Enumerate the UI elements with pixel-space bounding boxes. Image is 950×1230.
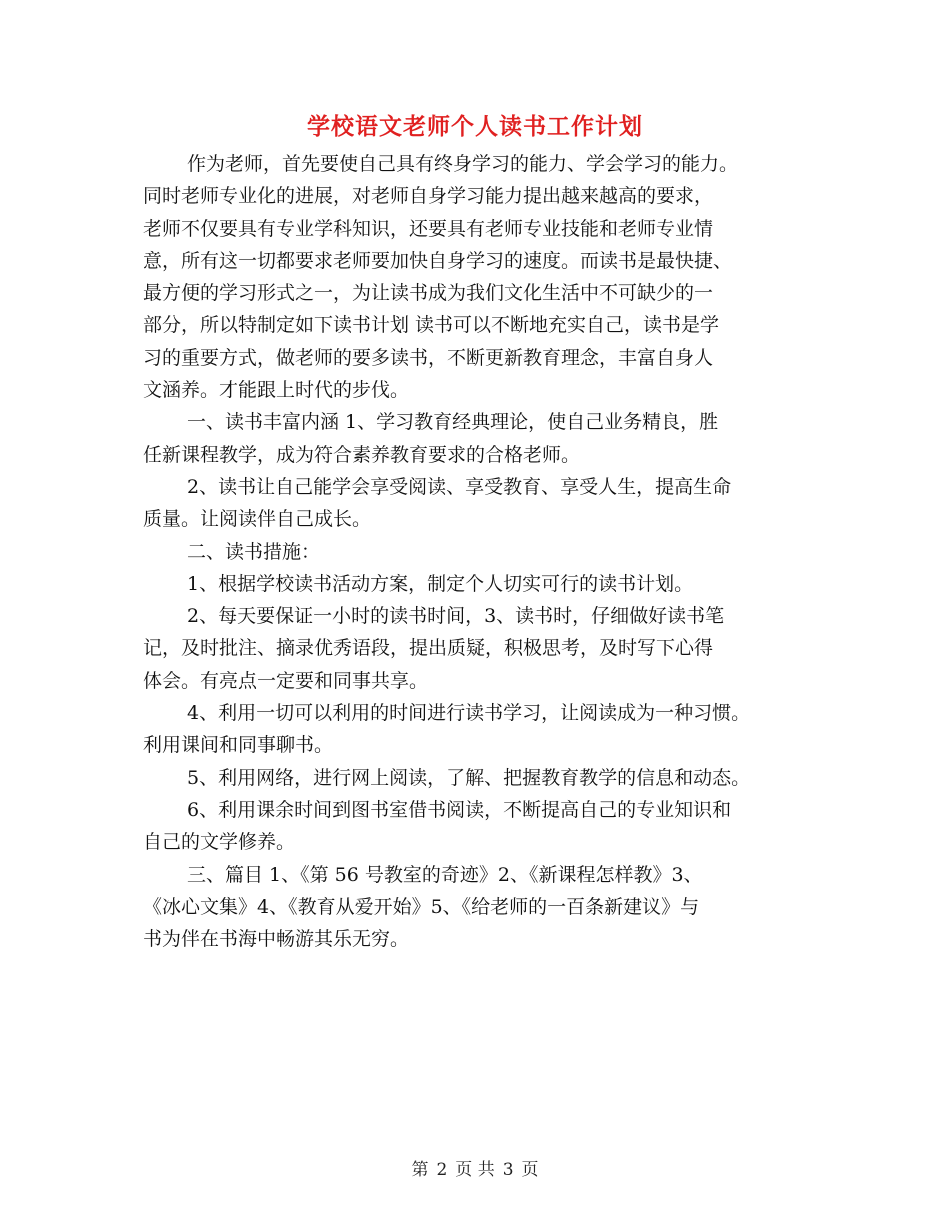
- text-line: 5、利用网络，进行网上阅读，了解、把握教育教学的信息和动态。: [187, 766, 751, 789]
- text-line: 最方便的学习形式之一，为让读书成为我们文化生活中不可缺少的一: [143, 282, 714, 305]
- text-line: 6、利用课余时间到图书室借书阅读，不断提高自己的专业知识和: [187, 798, 732, 821]
- text-line: 质量。让阅读伴自己成长。: [143, 508, 372, 531]
- text-line: 习的重要方式，做老师的要多读书，不断更新教育理念，丰富自身人: [143, 346, 714, 369]
- text-line: 书为伴在书海中畅游其乐无穷。: [143, 928, 410, 951]
- text-line: 2、读书让自己能学会享受阅读、享受教育、享受人生，提高生命: [187, 475, 732, 498]
- text-line: 任新课程教学，成为符合素养教育要求的合格老师。: [143, 443, 581, 466]
- text-line: 自己的文学修养。: [143, 831, 296, 854]
- footer-current-page: 2: [436, 1160, 448, 1180]
- text-line: 部分，所以特制定如下读书计划 读书可以不断地充实自己，读书是学: [143, 314, 720, 337]
- text-line: 体会。有亮点一定要和同事共享。: [143, 669, 429, 692]
- text-line: 老师不仅要具有专业学科知识，还要具有老师专业技能和老师专业情: [143, 217, 714, 240]
- text-line: 记，及时批注、摘录优秀语段，提出质疑，积极思考，及时写下心得: [143, 637, 714, 660]
- text-line: 一、读书丰富内涵 1、学习教育经典理论，使自己业务精良，胜: [187, 411, 719, 434]
- text-line: 《冰心文集》4、《教育从爱开始》5、《给老师的一百条新建议》与: [143, 895, 700, 918]
- footer-prefix: 第: [411, 1160, 429, 1180]
- text-line: 三、篇目 1、《第 56 号教室的奇迹》2、《新课程怎样教》3、: [187, 863, 703, 886]
- text-line: 二、读书措施：: [187, 540, 321, 563]
- body-paragraphs: [143, 148, 815, 955]
- text-line: 意，所有这一切都要求老师要加快自身学习的速度。而读书是最快捷、: [143, 249, 733, 272]
- footer-middle: 页 共: [455, 1160, 495, 1180]
- page-footer: [0, 1155, 950, 1180]
- text-line: 作为老师，首先要使自己具有终身学习的能力、学会学习的能力。: [187, 153, 739, 175]
- page-title: 学校语文老师个人读书工作计划: [307, 113, 643, 140]
- text-line: 2、每天要保证一小时的读书时间，3、读书时，仔细做好读书笔: [187, 605, 725, 628]
- text-line: 1、根据学校读书活动方案，制定个人切实可行的读书计划。: [187, 572, 694, 595]
- text-line: 4、利用一切可以利用的时间进行读书学习，让阅读成为一种习惯。: [187, 702, 751, 725]
- document-body: [143, 148, 815, 955]
- footer-suffix: 页: [521, 1160, 539, 1180]
- text-line: 文涵养。才能跟上时代的步伐。: [143, 379, 410, 402]
- text-line: 同时老师专业化的进展，对老师自身学习能力提出越来越高的要求，: [143, 185, 714, 208]
- footer-total-pages: 3: [502, 1160, 514, 1180]
- text-line: 利用课间和同事聊书。: [143, 734, 334, 757]
